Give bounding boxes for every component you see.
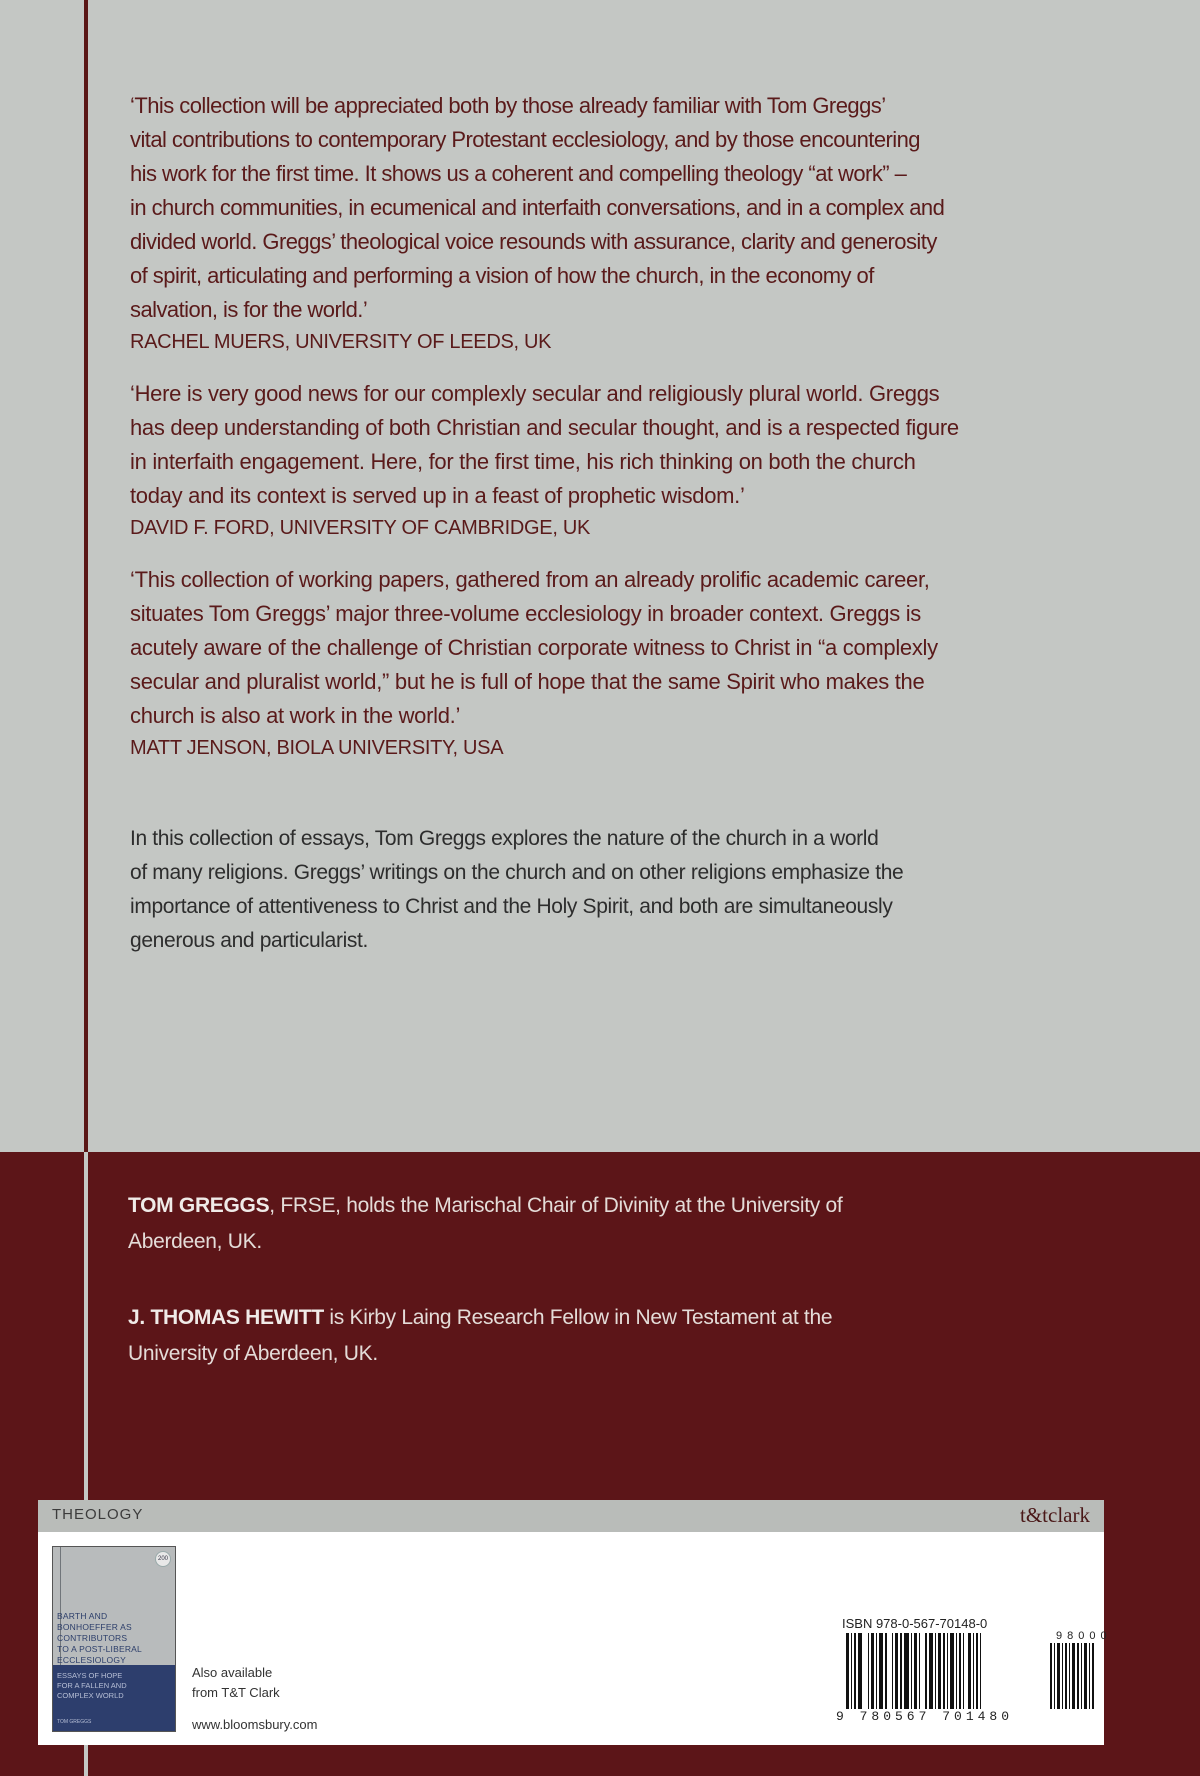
cover-subtitle-line: FOR A FALLEN AND <box>57 1681 127 1690</box>
cover-title-line: BONHOEFFER AS <box>57 1622 132 1632</box>
quote-line: church is also at work in the world.’ <box>130 703 461 728</box>
info-header-strip <box>38 1500 1104 1532</box>
endorsement-3 <box>130 563 1110 763</box>
publisher-logo: t&tclark <box>1020 1503 1090 1527</box>
quote-line: divided world. Greggs’ theological voice resounds with assurance, clarity and generosity <box>130 229 937 254</box>
quote-line: ‘This collection will be appreciated both by those already familiar with Tom Greggs’ <box>130 93 886 118</box>
endorsement-text <box>130 377 1110 513</box>
quote-line: situates Tom Greggs’ major three-volume ecclesiology in broader context. Greggs is <box>130 601 921 626</box>
quote-line: ‘This collection of working papers, gathered from an already prolific academic career, <box>130 567 930 592</box>
quote-line: in interfaith engagement. Here, for the first time, his rich thinking on both the church <box>130 449 916 474</box>
cover-title-line: ECCLESIOLOGY <box>57 1655 127 1665</box>
endorsement-text <box>130 563 1110 733</box>
website-link[interactable]: www.bloomsbury.com <box>192 1717 318 1732</box>
quote-line: in church communities, in ecumenical and interfaith conversations, and in a complex and <box>130 195 945 220</box>
also-available-book-cover <box>52 1546 176 1732</box>
publisher-info-box <box>38 1500 1112 1745</box>
cover-author: TOM GREGGS <box>57 1719 92 1725</box>
quote-line: ‘Here is very good news for our complexly secular and religiously plural world. Greggs <box>130 381 940 406</box>
author-name: TOM GREGGS <box>128 1194 270 1217</box>
endorsement-attribution: MATT JENSON, BIOLA UNIVERSITY, USA <box>130 737 504 759</box>
price-addon-barcode <box>1050 1643 1096 1709</box>
price-addon-digits: 98000 <box>1056 1630 1112 1642</box>
description-line: importance of attentiveness to Christ and the Holy Spirit, and both are simultaneously <box>130 895 893 918</box>
description-line: of many religions. Greggs’ writings on the church and on other religions emphasize the <box>130 861 904 884</box>
description-line: In this collection of essays, Tom Greggs explores the nature of the church in a world <box>130 827 879 850</box>
cover-title <box>57 1611 175 1666</box>
isbn-label: ISBN 978-0-567-70148-0 <box>842 1616 988 1631</box>
bio-text: University of Aberdeen, UK. <box>128 1342 378 1365</box>
bio-text: is Kirby Laing Research Fellow in New Testament at the <box>323 1306 833 1329</box>
quote-line: of spirit, articulating and performing a vision of how the church, in the economy of <box>130 263 874 288</box>
quote-line: has deep understanding of both Christian and secular thought, and is a respected figure <box>130 415 959 440</box>
quote-line: his work for the first time. It shows us a coherent and compelling theology “at work” – <box>130 161 907 186</box>
endorsements <box>130 89 1110 783</box>
cover-title-line: BARTH AND <box>57 1611 108 1621</box>
quote-line: vital contributions to contemporary Protestant ecclesiology, and by those encountering <box>130 127 920 152</box>
category-label: THEOLOGY <box>52 1506 144 1523</box>
author-bio-greggs <box>128 1188 1028 1260</box>
quote-line: today and its context is served up in a feast of prophetic wisdom.’ <box>130 483 745 508</box>
author-name: J. THOMAS HEWITT <box>128 1306 324 1329</box>
cover-subtitle-line: COMPLEX WORLD <box>57 1691 124 1700</box>
anniversary-badge-icon: 200 <box>155 1551 171 1567</box>
cover-title-line: TO A POST-LIBERAL <box>57 1644 142 1654</box>
bio-text: Aberdeen, UK. <box>128 1230 262 1253</box>
endorsement-attribution: RACHEL MUERS, UNIVERSITY OF LEEDS, UK <box>130 331 552 353</box>
also-available-line: Also available <box>192 1665 273 1680</box>
endorsement-text <box>130 89 1110 327</box>
isbn-barcode <box>846 1633 983 1709</box>
cover-title-line: CONTRIBUTORS <box>57 1633 128 1643</box>
quote-line: secular and pluralist world,” but he is full of hope that the same Spirit who makes the <box>130 669 925 694</box>
endorsement-attribution: DAVID F. FORD, UNIVERSITY OF CAMBRIDGE, UK <box>130 517 591 539</box>
endorsement-1 <box>130 89 1110 357</box>
also-available-text <box>192 1663 280 1703</box>
also-available-line: from T&T Clark <box>192 1685 280 1700</box>
cover-subtitle-line: ESSAYS OF HOPE <box>57 1671 123 1680</box>
description-line: generous and particularist. <box>130 929 369 952</box>
quote-line: salvation, is for the world.’ <box>130 297 368 322</box>
bio-text: , FRSE, holds the Marischal Chair of Divinity at the University of <box>269 1194 843 1217</box>
barcode-digits: 9 780567 701480 <box>836 1709 1014 1724</box>
book-description <box>130 822 1050 958</box>
cover-blue-band <box>53 1665 175 1731</box>
endorsement-2 <box>130 377 1110 543</box>
quote-line: acutely aware of the challenge of Christian corporate witness to Christ in “a complexly <box>130 635 938 660</box>
cover-subtitle <box>57 1671 167 1701</box>
vertical-rule-top <box>84 0 88 1152</box>
author-bio-hewitt <box>128 1300 1028 1372</box>
author-bios <box>128 1188 1028 1412</box>
